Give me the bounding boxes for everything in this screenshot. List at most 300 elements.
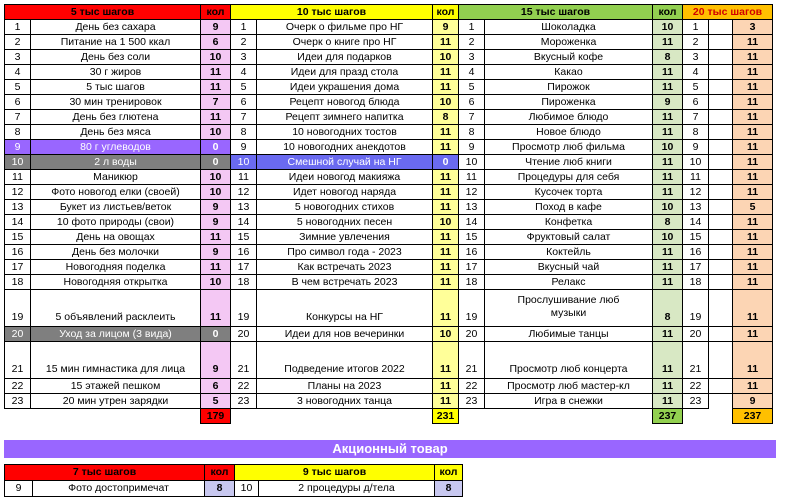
task-count: 11	[433, 245, 459, 260]
task-count: 11	[733, 125, 773, 140]
task-number: 15	[683, 230, 709, 245]
task-number: 7	[5, 110, 31, 125]
task-count: 11	[433, 35, 459, 50]
task-count: 10	[201, 275, 231, 290]
task-number: 19	[459, 290, 485, 327]
task-number: 7	[231, 110, 257, 125]
task-name: 10 новогодних тостов	[257, 125, 433, 140]
task-name: Уход за лицом (3 вида)	[31, 327, 201, 342]
task-name: Идеи для нов вечеринки	[257, 327, 433, 342]
task-name: Какао	[485, 65, 653, 80]
table-row	[5, 342, 773, 379]
task-number: 12	[231, 185, 257, 200]
table-row	[5, 260, 773, 275]
task-count: 11	[653, 110, 683, 125]
task-count: 11	[733, 260, 773, 275]
table-header-row	[5, 5, 773, 20]
table-row	[5, 110, 773, 125]
task-count: 8	[653, 215, 683, 230]
task-name: Вкусный кофе	[485, 50, 653, 65]
task-count: 9	[201, 200, 231, 215]
task-count: 11	[653, 170, 683, 185]
table-row	[5, 140, 773, 155]
task-count: 11	[201, 65, 231, 80]
task-count: 8	[653, 290, 683, 327]
task-number: 14	[5, 215, 31, 230]
task-name: 10 новогодних анекдотов	[257, 140, 433, 155]
task-name: 80 г углеводов	[31, 140, 201, 155]
task-number: 17	[459, 260, 485, 275]
task-number: 5	[683, 80, 709, 95]
task-number: 10	[683, 155, 709, 170]
spacer	[5, 409, 201, 424]
table-row	[5, 185, 773, 200]
table-row	[5, 200, 773, 215]
task-count: 6	[201, 35, 231, 50]
task-count: 11	[433, 379, 459, 394]
group-3-count-header: кол	[653, 5, 683, 20]
task-number: 18	[5, 275, 31, 290]
task-count: 11	[653, 245, 683, 260]
task-count: 11	[733, 327, 773, 342]
task-number: 12	[459, 185, 485, 200]
task-name: Фото новогод елки (своей)	[31, 185, 201, 200]
total-group-3: 237	[653, 409, 683, 424]
task-number: 10	[231, 155, 257, 170]
task-number: 11	[5, 170, 31, 185]
task-number: 16	[683, 245, 709, 260]
task-count: 10	[433, 50, 459, 65]
spacer	[709, 327, 733, 342]
task-number: 20	[683, 327, 709, 342]
spacer	[231, 409, 433, 424]
task-count: 11	[201, 80, 231, 95]
task-number: 2	[459, 35, 485, 50]
task-count: 11	[733, 290, 773, 327]
task-name: День без мяса	[31, 125, 201, 140]
task-count: 3	[733, 20, 773, 35]
promo-count-2: 8	[435, 481, 463, 497]
task-number: 20	[231, 327, 257, 342]
task-number: 11	[231, 170, 257, 185]
spacer	[709, 95, 733, 110]
task-name: Просмотр люб концерта	[485, 342, 653, 379]
task-name: Просмотр люб фильма	[485, 140, 653, 155]
task-number: 8	[683, 125, 709, 140]
spacer	[709, 110, 733, 125]
task-count: 11	[653, 342, 683, 379]
spacer	[709, 65, 733, 80]
task-number: 14	[459, 215, 485, 230]
task-name: Кусочек торта	[485, 185, 653, 200]
task-name: Зимние увлечения	[257, 230, 433, 245]
task-number: 17	[231, 260, 257, 275]
task-name: Новогодняя поделка	[31, 260, 201, 275]
task-number: 6	[683, 95, 709, 110]
task-number: 13	[5, 200, 31, 215]
task-number: 21	[459, 342, 485, 379]
task-number: 1	[683, 20, 709, 35]
task-count: 10	[201, 170, 231, 185]
task-number: 2	[683, 35, 709, 50]
spacer	[709, 200, 733, 215]
task-name: Маникюр	[31, 170, 201, 185]
task-name: Очерк о книге про НГ	[257, 35, 433, 50]
task-count: 10	[433, 95, 459, 110]
task-number: 9	[459, 140, 485, 155]
group-1-title: 5 тыс шагов	[5, 5, 201, 20]
task-count: 11	[733, 80, 773, 95]
task-number: 19	[231, 290, 257, 327]
task-count: 11	[201, 110, 231, 125]
table-row	[5, 230, 773, 245]
task-count: 11	[733, 230, 773, 245]
table-row	[5, 155, 773, 170]
spacer	[709, 379, 733, 394]
task-count: 5	[201, 394, 231, 409]
spacer	[709, 290, 733, 327]
table-row	[5, 394, 773, 409]
task-number: 8	[231, 125, 257, 140]
task-count: 10	[653, 230, 683, 245]
table-row	[5, 95, 773, 110]
task-name: Фруктовый салат	[485, 230, 653, 245]
task-name: Вкусный чай	[485, 260, 653, 275]
task-count: 5	[733, 200, 773, 215]
task-count: 9	[201, 20, 231, 35]
task-name: Букет из листьев/веток	[31, 200, 201, 215]
task-name: Планы на 2023	[257, 379, 433, 394]
task-number: 10	[459, 155, 485, 170]
task-count: 11	[733, 35, 773, 50]
task-name: 30 г жиров	[31, 65, 201, 80]
task-count: 11	[653, 125, 683, 140]
task-count: 11	[733, 215, 773, 230]
task-number: 1	[231, 20, 257, 35]
promo-table	[4, 464, 463, 497]
promo-group-2-count-header: кол	[435, 465, 463, 481]
task-count: 6	[201, 379, 231, 394]
task-name: Очерк о фильме про НГ	[257, 20, 433, 35]
task-count: 11	[433, 200, 459, 215]
spacer	[709, 394, 733, 409]
task-count: 11	[653, 155, 683, 170]
task-count: 11	[653, 185, 683, 200]
task-count: 10	[201, 50, 231, 65]
table-row	[5, 379, 773, 394]
task-count: 11	[733, 275, 773, 290]
task-name: Любимое блюдо	[485, 110, 653, 125]
task-name: 10 фото природы (свои)	[31, 215, 201, 230]
task-number: 1	[459, 20, 485, 35]
task-count: 10	[433, 327, 459, 342]
task-count: 10	[653, 140, 683, 155]
task-count: 11	[653, 260, 683, 275]
task-count: 9	[201, 215, 231, 230]
task-number: 17	[683, 260, 709, 275]
task-number: 21	[683, 342, 709, 379]
spacer	[709, 20, 733, 35]
task-count: 11	[433, 230, 459, 245]
task-number: 21	[5, 342, 31, 379]
promo-group-1-title: 7 тыс шагов	[5, 465, 205, 481]
task-name: Шоколадка	[485, 20, 653, 35]
promo-banner: Акционный товар	[4, 440, 776, 458]
table-row	[5, 50, 773, 65]
task-name: Как встречать 2023	[257, 260, 433, 275]
task-count: 11	[433, 185, 459, 200]
task-name: 5 новогодних песен	[257, 215, 433, 230]
task-count: 9	[733, 394, 773, 409]
task-number: 3	[231, 50, 257, 65]
task-number: 5	[5, 80, 31, 95]
spacer	[459, 409, 653, 424]
task-name: Процедуры для себя	[485, 170, 653, 185]
task-name: Коктейль	[485, 245, 653, 260]
task-name: Идеи для подарков	[257, 50, 433, 65]
task-count: 11	[653, 275, 683, 290]
task-count: 9	[653, 95, 683, 110]
task-count: 11	[433, 65, 459, 80]
task-name: Новогодняя открытка	[31, 275, 201, 290]
task-name: День без молочки	[31, 245, 201, 260]
promo-task-2: 2 процедуры д/тела	[259, 481, 435, 497]
spacer	[709, 170, 733, 185]
task-count: 8	[653, 50, 683, 65]
table-row	[5, 35, 773, 50]
task-count: 11	[733, 185, 773, 200]
task-number: 20	[459, 327, 485, 342]
task-count: 11	[653, 379, 683, 394]
promo-header-row	[5, 465, 463, 481]
task-number: 22	[459, 379, 485, 394]
table-row	[5, 65, 773, 80]
task-number: 9	[683, 140, 709, 155]
task-number: 11	[459, 170, 485, 185]
task-number: 3	[683, 50, 709, 65]
promo-count-1: 8	[205, 481, 235, 497]
task-number: 11	[683, 170, 709, 185]
spacer	[709, 230, 733, 245]
task-name: День без сахара	[31, 20, 201, 35]
task-number: 14	[683, 215, 709, 230]
task-number: 9	[231, 140, 257, 155]
task-number: 22	[231, 379, 257, 394]
task-count: 11	[733, 95, 773, 110]
task-name: 20 мин утрен зарядки	[31, 394, 201, 409]
task-number: 17	[5, 260, 31, 275]
task-number: 4	[683, 65, 709, 80]
task-count: 11	[653, 65, 683, 80]
task-name: 15 этажей пешком	[31, 379, 201, 394]
task-count: 11	[433, 260, 459, 275]
task-name: Релакс	[485, 275, 653, 290]
task-number: 3	[5, 50, 31, 65]
task-number: 10	[5, 155, 31, 170]
table-row	[5, 170, 773, 185]
spacer	[709, 35, 733, 50]
promo-num-2: 10	[235, 481, 259, 497]
task-name: 5 новогодних стихов	[257, 200, 433, 215]
spacer	[709, 245, 733, 260]
task-count: 11	[433, 170, 459, 185]
task-number: 7	[683, 110, 709, 125]
task-number: 18	[459, 275, 485, 290]
task-count: 0	[201, 155, 231, 170]
total-group-1: 179	[201, 409, 231, 424]
task-name: Идет новогод наряда	[257, 185, 433, 200]
task-number: 9	[5, 140, 31, 155]
task-count: 10	[653, 200, 683, 215]
group-4-title: 20 тыс шагов	[683, 5, 773, 20]
table-row	[5, 327, 773, 342]
task-count: 11	[653, 35, 683, 50]
total-group-2: 231	[433, 409, 459, 424]
task-name: Новое блюдо	[485, 125, 653, 140]
task-number: 19	[5, 290, 31, 327]
table-row	[5, 80, 773, 95]
spacer	[709, 275, 733, 290]
group-2-count-header: кол	[433, 5, 459, 20]
task-name: День без соли	[31, 50, 201, 65]
task-number: 23	[683, 394, 709, 409]
task-count: 10	[433, 215, 459, 230]
table-row	[5, 290, 773, 327]
task-count: 11	[653, 327, 683, 342]
task-number: 22	[5, 379, 31, 394]
group-3-title: 15 тыс шагов	[459, 5, 653, 20]
task-count: 11	[733, 379, 773, 394]
task-number: 23	[231, 394, 257, 409]
task-name	[485, 290, 653, 327]
task-count: 11	[733, 65, 773, 80]
task-name: Конкурсы на НГ	[257, 290, 433, 327]
task-count: 11	[733, 110, 773, 125]
task-name: Идеи новогод макияжа	[257, 170, 433, 185]
task-number: 18	[683, 275, 709, 290]
task-name: Любимые танцы	[485, 327, 653, 342]
task-count: 11	[433, 125, 459, 140]
task-name: 2 л воды	[31, 155, 201, 170]
task-count: 11	[653, 80, 683, 95]
group-1-count-header: кол	[201, 5, 231, 20]
task-count: 11	[433, 140, 459, 155]
task-name: 3 новогодних танца	[257, 394, 433, 409]
task-number: 2	[231, 35, 257, 50]
task-count: 10	[201, 125, 231, 140]
task-number: 13	[683, 200, 709, 215]
task-number: 7	[459, 110, 485, 125]
task-number: 18	[231, 275, 257, 290]
task-count: 11	[733, 140, 773, 155]
task-number: 22	[683, 379, 709, 394]
task-number: 12	[5, 185, 31, 200]
task-count: 11	[653, 394, 683, 409]
task-number: 1	[5, 20, 31, 35]
spacer	[709, 80, 733, 95]
task-name: Рецепт зимнего напитка	[257, 110, 433, 125]
task-number: 15	[231, 230, 257, 245]
spacer	[709, 342, 733, 379]
task-count: 11	[433, 275, 459, 290]
task-number: 2	[5, 35, 31, 50]
task-name: Мороженка	[485, 35, 653, 50]
task-name: Питание на 1 500 ккал	[31, 35, 201, 50]
task-name: Идеи украшения дома	[257, 80, 433, 95]
task-count: 11	[201, 260, 231, 275]
task-number: 4	[5, 65, 31, 80]
task-count: 10	[653, 20, 683, 35]
task-number: 19	[683, 290, 709, 327]
task-number: 16	[231, 245, 257, 260]
task-name-line: музыки	[550, 307, 587, 319]
task-count: 0	[201, 140, 231, 155]
task-count: 9	[433, 20, 459, 35]
task-number: 15	[459, 230, 485, 245]
task-number: 20	[5, 327, 31, 342]
task-name: 30 мин тренировок	[31, 95, 201, 110]
task-name: 5 тыс шагов	[31, 80, 201, 95]
task-name: Просмотр люб мастер-кл	[485, 379, 653, 394]
task-count: 11	[201, 230, 231, 245]
task-number: 13	[231, 200, 257, 215]
task-name: День на овощах	[31, 230, 201, 245]
table-row	[5, 125, 773, 140]
task-name: Игра в снежки	[485, 394, 653, 409]
task-name: Идеи для празд стола	[257, 65, 433, 80]
task-number: 12	[683, 185, 709, 200]
task-name: Смешной случай на НГ	[257, 155, 433, 170]
promo-num-1: 9	[5, 481, 33, 497]
task-count: 11	[433, 394, 459, 409]
table-row	[5, 275, 773, 290]
task-number: 3	[459, 50, 485, 65]
promo-task-1: Фото достопримечат	[33, 481, 205, 497]
task-name: 15 мин гимнастика для лица	[31, 342, 201, 379]
group-2-title: 10 тыс шагов	[231, 5, 433, 20]
promo-group-1-count-header: кол	[205, 465, 235, 481]
task-name-line: Прослушивание люб	[517, 294, 620, 306]
task-name: Конфетка	[485, 215, 653, 230]
task-count: 11	[733, 155, 773, 170]
totals-row	[5, 409, 773, 424]
table-row	[5, 245, 773, 260]
task-number: 16	[5, 245, 31, 260]
task-count: 10	[201, 185, 231, 200]
task-name: Рецепт новогод блюда	[257, 95, 433, 110]
task-number: 8	[459, 125, 485, 140]
task-number: 5	[231, 80, 257, 95]
spacer	[709, 140, 733, 155]
spacer	[709, 155, 733, 170]
table-row	[5, 215, 773, 230]
task-name: Чтение люб книги	[485, 155, 653, 170]
task-count: 8	[433, 110, 459, 125]
task-name: 5 объявлений расклеить	[31, 290, 201, 327]
task-count: 9	[201, 342, 231, 379]
task-number: 23	[459, 394, 485, 409]
task-number: 16	[459, 245, 485, 260]
spacer	[683, 409, 733, 424]
spacer	[709, 185, 733, 200]
task-number: 13	[459, 200, 485, 215]
task-count: 7	[201, 95, 231, 110]
task-count: 11	[433, 80, 459, 95]
task-count: 11	[733, 245, 773, 260]
task-number: 8	[5, 125, 31, 140]
spacer	[709, 260, 733, 275]
task-count: 11	[433, 290, 459, 327]
